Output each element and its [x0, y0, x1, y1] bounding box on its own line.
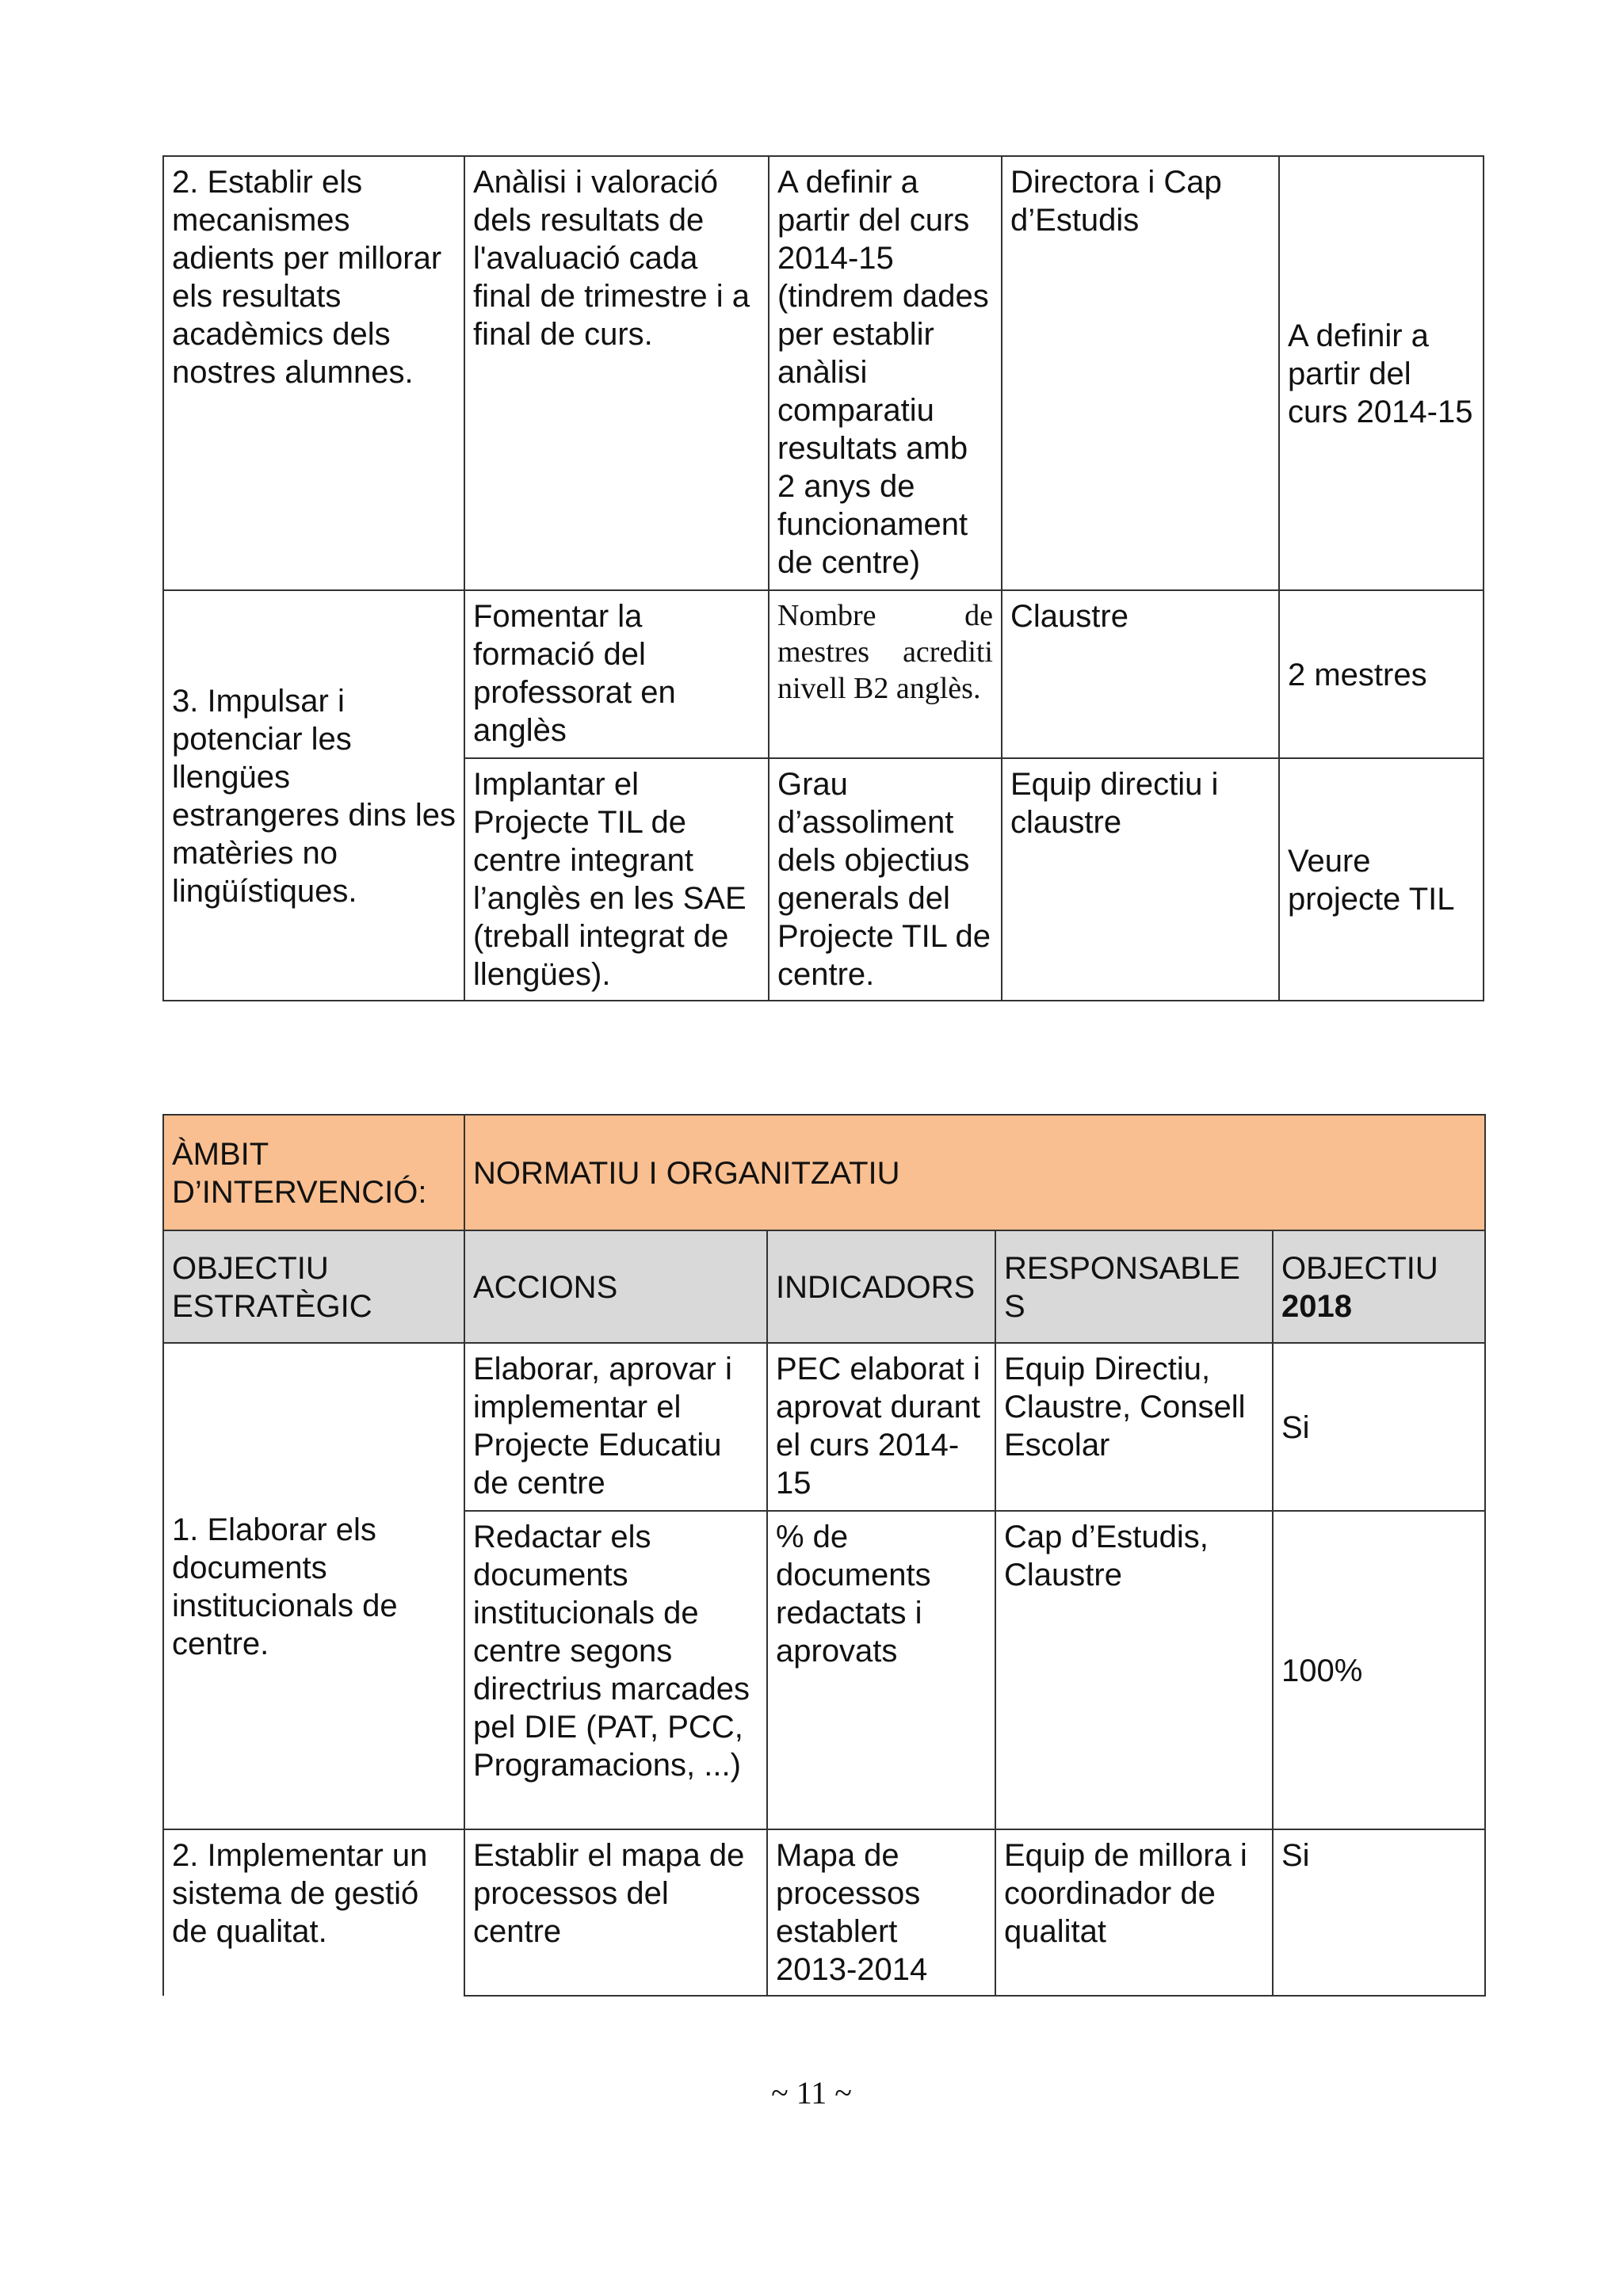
accions-cell: Establir el mapa de processos del centre [464, 1829, 767, 1996]
ambit-label: ÀMBIT D’INTERVENCIÓ: [163, 1115, 464, 1230]
indicadors-cell: Nombre de mestres acrediti nivell B2 anglès. [769, 590, 1002, 758]
header-objectiu-2018 [1273, 1230, 1485, 1343]
responsables-cell: Equip directiu i claustre [1002, 758, 1279, 1001]
indicadors-cell: Grau d’assoliment dels objectius generals del Projecte TIL de centre. [769, 758, 1002, 1001]
header-objectiu: OBJECTIU ESTRATÈGIC [163, 1230, 464, 1343]
header-row [163, 1230, 1485, 1343]
accions-cell: Redactar els documents institucionals de centre segons directrius marcades pel DIE (PAT, PCC, Programacions, ...) [464, 1511, 767, 1829]
ambit-row [163, 1115, 1485, 1230]
responsables-cell: Equip de millora i coordinador de qualitat [995, 1829, 1273, 1996]
responsables-cell: Equip Directiu, Claustre, Consell Escolar [995, 1343, 1273, 1511]
table-row [163, 156, 1484, 590]
header-indicadors: INDICADORS [767, 1230, 995, 1343]
objectiu-2018-cell: A definir a partir del curs 2014-15 [1279, 156, 1484, 590]
indicadors-cell: PEC elaborat i aprovat durant el curs 2014-15 [767, 1343, 995, 1511]
indicadors-cell: Mapa de processos establert 2013-2014 [767, 1829, 995, 1996]
objectiu-cell: 2. Establir els mecanismes adients per millorar els resultats acadèmics dels nostres alumnes. [163, 156, 464, 590]
indicadors-cell: A definir a partir del curs 2014-15 (tindrem dades per establir anàlisi comparatiu resultats amb 2 anys de funcionament de centre) [769, 156, 1002, 590]
table-row [163, 1829, 1485, 1996]
accions-cell: Implantar el Projecte TIL de centre integrant l’anglès en les SAE (treball integrat de llengües). [464, 758, 769, 1001]
page-number: ~ 11 ~ [771, 2075, 852, 2111]
accions-cell: Fomentar la formació del professorat en anglès [464, 590, 769, 758]
table-row [163, 590, 1484, 758]
table-row [163, 1343, 1485, 1511]
objectiu-2018-cell: Si [1273, 1829, 1485, 1996]
responsables-cell: Directora i Cap d’Estudis [1002, 156, 1279, 590]
indicadors-cell: % de documents redactats i aprovats [767, 1511, 995, 1829]
accions-cell: Anàlisi i valoració dels resultats de l'avaluació cada final de trimestre i a final de curs. [464, 156, 769, 590]
header-objectiu-2018-prefix: OBJECTIU [1281, 1251, 1438, 1286]
header-objectiu-2018-year: 2018 [1281, 1289, 1352, 1324]
header-accions: ACCIONS [464, 1230, 767, 1343]
objectiu-2018-cell: 2 mestres [1279, 590, 1484, 758]
normatiu-organitzatiu-table [162, 1114, 1486, 1997]
objectiu-2018-cell: Si [1273, 1343, 1485, 1511]
objectiu-2018-cell: 100% [1273, 1511, 1485, 1829]
responsables-cell: Claustre [1002, 590, 1279, 758]
objectiu-cell: 3. Impulsar i potenciar les llengües estrangeres dins les matèries no lingüístiques. [163, 590, 464, 1001]
accions-cell: Elaborar, aprovar i implementar el Projecte Educatiu de centre [464, 1343, 767, 1511]
ambit-value: NORMATIU I ORGANITZATIU [464, 1115, 1485, 1230]
objectives-table-continued [162, 155, 1484, 1001]
objectiu-cell: 1. Elaborar els documents institucionals de centre. [163, 1343, 464, 1829]
objectiu-cell: 2. Implementar un sistema de gestió de qualitat. [163, 1829, 464, 1996]
responsables-cell: Cap d’Estudis, Claustre [995, 1511, 1273, 1829]
header-responsables: RESPONSABLE S [995, 1230, 1273, 1343]
objectiu-2018-cell: Veure projecte TIL [1279, 758, 1484, 1001]
